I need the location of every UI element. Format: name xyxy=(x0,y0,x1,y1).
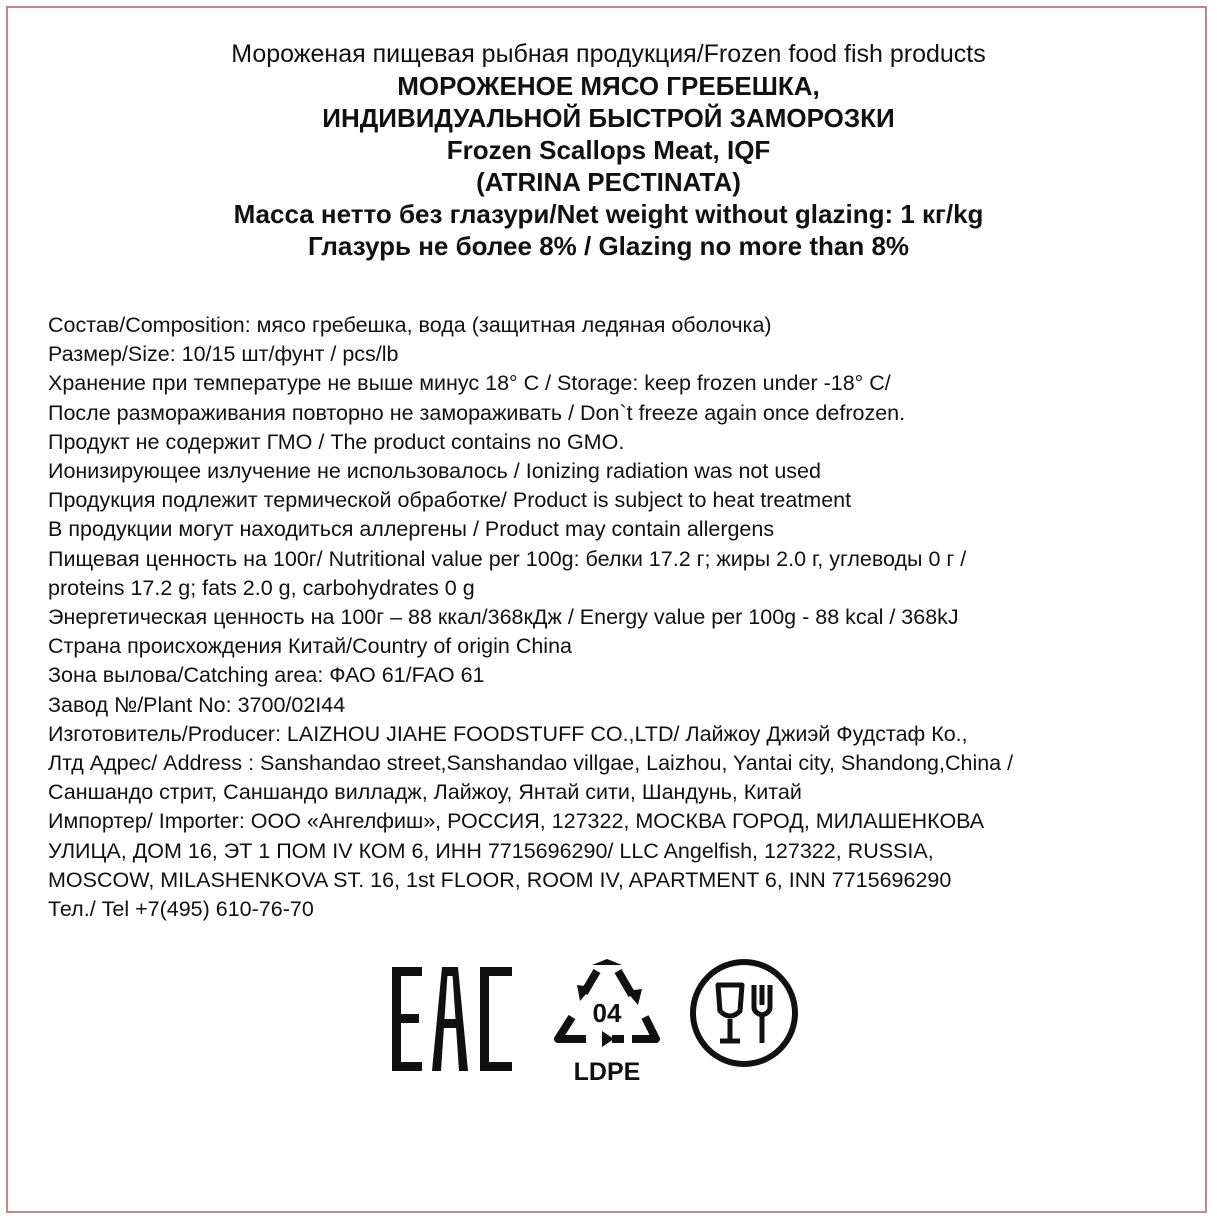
detail-row: Саншандо стрит, Саншандо вилладж, Лайжоу, Янтай сити, Шандунь, Китай xyxy=(48,780,802,805)
product-species: (ATRINA PECTINATA) xyxy=(476,167,741,197)
product-category: Мороженая пищевая рыбная продукция/Frozen food fish products xyxy=(231,40,986,68)
detail-row: Хранение при температуре не выше минус 18° С / Storage: keep frozen under -18° C/ xyxy=(48,371,891,396)
detail-row: Ионизирующее излучение не использовалось / Ionizing radiation was not used xyxy=(48,459,821,484)
label-header xyxy=(0,38,1217,262)
detail-row: MOSCOW, MILASHENKOVA ST. 16, 1st FLOOR, ROOM IV, APARTMENT 6, INN 7715696290 xyxy=(48,867,952,892)
detail-row: Лтд Адрес/ Address : Sanshandao street,Sanshandao villgae, Laizhou, Yantai city, Shandong,China / xyxy=(48,751,1014,776)
detail-row: Импортер/ Importer: ООО «Ангелфиш», РОССИЯ, 127322, МОСКВА ГОРОД, МИЛАШЕНКОВА xyxy=(48,809,985,834)
detail-row: Энергетическая ценность на 100г – 88 ккал/368кДж / Energy value per 100g - 88 kcal / 368kJ xyxy=(48,605,959,630)
net-weight: Масса нетто без глазури/Net weight without glazing: 1 кг/kg xyxy=(233,199,984,229)
detail-row: Страна происхождения Китай/Country of origin China xyxy=(48,634,572,659)
detail-row: Изготовитель/Producer: LAIZHOU JIAHE FOODSTUFF CO.,LTD/ Лайжоу Джиэй Фудстаф Ко., xyxy=(48,721,968,746)
detail-row: После размораживания повторно не замораживать / Don`t freeze again once defrozen. xyxy=(48,400,906,425)
detail-row: УЛИЦА, ДОМ 16, ЭТ 1 ПОМ IV КОМ 6, ИНН 7715696290/ LLC Angelfish, 127322, RUSSIA, xyxy=(48,838,934,863)
detail-row: proteins 17.2 g; fats 2.0 g, carbohydrates 0 g xyxy=(48,575,475,600)
detail-row: Тел./ Tel +7(495) 610-76-70 xyxy=(48,897,314,922)
product-title-ru-line1: МОРОЖЕНОЕ МЯСО ГРЕБЕШКА, xyxy=(397,71,820,101)
detail-row: Состав/Composition: мясо гребешка, вода (защитная ледяная оболочка) xyxy=(48,313,772,337)
eac-mark-icon xyxy=(390,963,515,1073)
detail-row: Зона вылова/Catching area: ФАО 61/FAO 61 xyxy=(48,663,485,688)
detail-row: В продукции могут находиться аллергены / Product may contain allergens xyxy=(48,517,775,542)
recycle-code: 04 xyxy=(592,998,622,1028)
detail-row: Продукт не содержит ГМО / The product contains no GMO. xyxy=(48,429,625,454)
detail-row: Завод №/Plant No: 3700/02I44 xyxy=(48,692,346,717)
product-title-en: Frozen Scallops Meat, IQF xyxy=(446,135,771,165)
food-contact-icon xyxy=(688,957,800,1069)
certification-symbols xyxy=(380,955,800,1090)
product-title-ru-line2: ИНДИВИДУАЛЬНОЙ БЫСТРОЙ ЗАМОРОЗКИ xyxy=(322,103,895,133)
recycle-material: LDPE xyxy=(573,1058,641,1086)
label-details xyxy=(48,311,1198,924)
detail-row: Пищевая ценность на 100г/ Nutritional value per 100g: белки 17.2 г; жиры 2.0 г, углеводы 0 г / xyxy=(48,546,967,571)
glazing-info: Глазурь не более 8% / Glazing no more than 8% xyxy=(307,231,910,261)
detail-row: Продукция подлежит термической обработке/ Product is subject to heat treatment xyxy=(48,488,852,513)
recycle-ldpe-icon xyxy=(552,955,662,1090)
detail-row: Размер/Size: 10/15 шт/фунт / pcs/lb xyxy=(48,342,399,367)
